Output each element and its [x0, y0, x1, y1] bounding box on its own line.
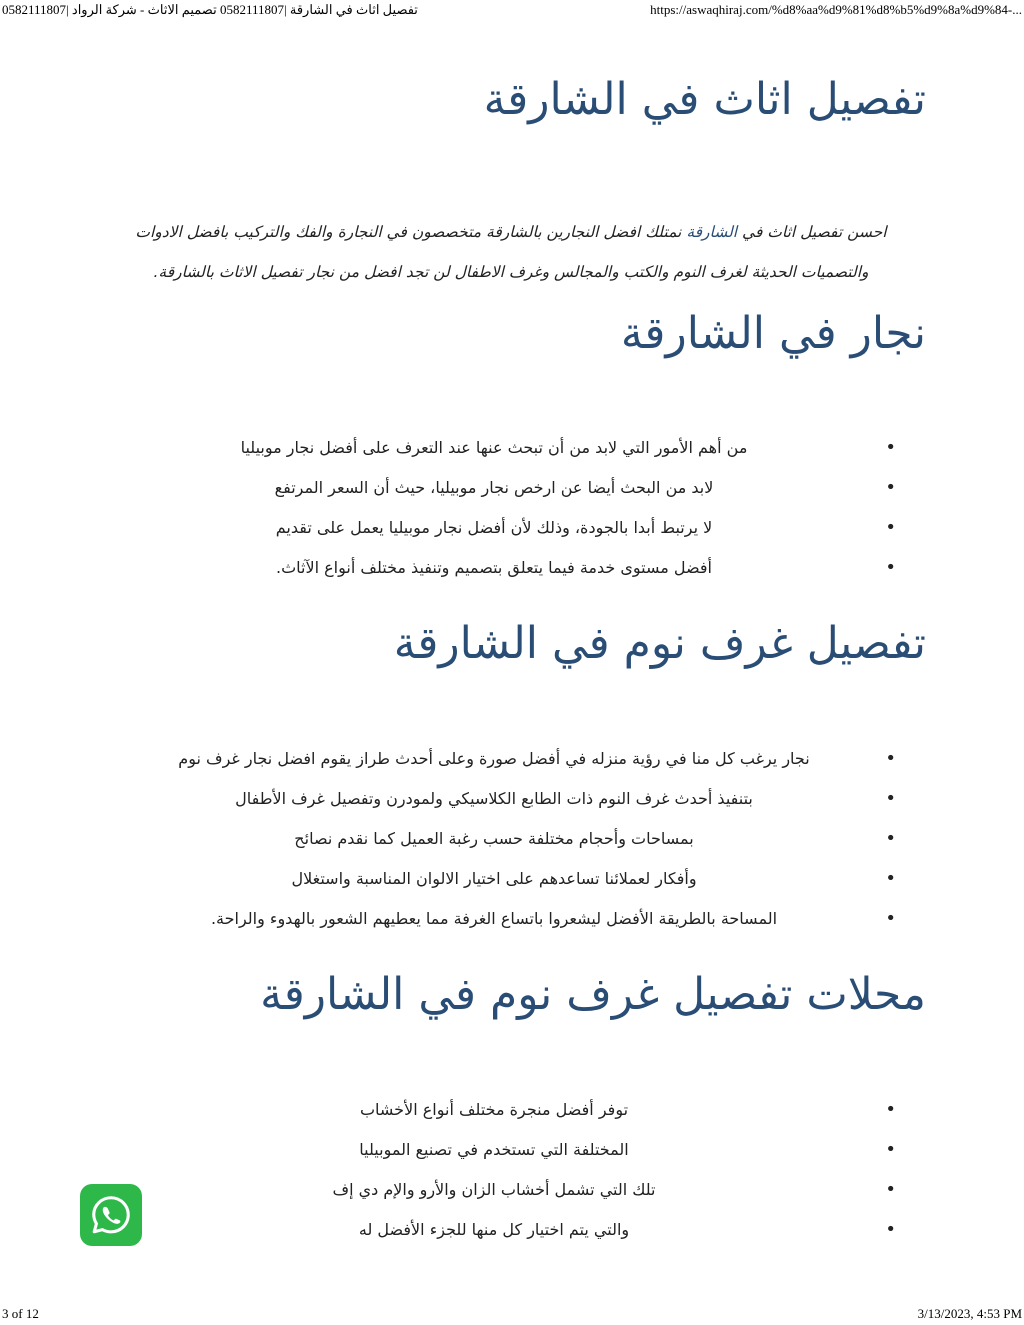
list-item: • نجار يرغب كل منا في رؤية منزله في أفضل صورة وعلى أحدث طراز يقوم افضل نجار غرف نوم — [0, 739, 1024, 779]
bullet: • — [885, 908, 896, 929]
bullet: • — [885, 557, 896, 578]
sharjah-link[interactable]: الشارقة — [686, 222, 738, 241]
bullet: • — [885, 1179, 896, 1200]
list-item: • أفضل مستوى خدمة فيما يتعلق بتصميم وتنفيذ مختلف أنواع الآثاث. — [0, 548, 1024, 588]
bullet: • — [885, 828, 896, 849]
list-item: • لابد من البحث أيضا عن ارخص نجار موبيليا، حيث أن السعر المرتفع — [0, 468, 1024, 508]
whatsapp-icon — [88, 1192, 134, 1238]
bullet: • — [885, 437, 896, 458]
shops-heading: محلات تفصيل غرف نوم في الشارقة — [260, 969, 926, 1020]
bullet: • — [885, 788, 896, 809]
bullet: • — [885, 1139, 896, 1160]
carpenter-heading: نجار في الشارقة — [620, 308, 926, 359]
list-item: • المساحة بالطريقة الأفضل ليشعروا باتساع الغرفة مما يعطيهم الشعور بالهدوء والراحة. — [0, 899, 1024, 939]
page-number: 3 of 12 — [2, 1306, 39, 1321]
print-header-title: تفصيل اثاث في الشارقة |0582111807 تصميم الاثاث - شركة الرواد |0582111807 — [2, 2, 418, 17]
intro-paragraph — [126, 212, 896, 292]
list-item: • من أهم الأمور التي لابد من أن تبحث عنها عند التعرف على أفضل نجار موبيليا — [0, 428, 1024, 468]
print-footer — [0, 1306, 1024, 1324]
bullet: • — [885, 868, 896, 889]
list-item: • بمساحات وأحجام مختلفة حسب رغبة العميل كما نقدم نصائح — [0, 819, 1024, 859]
list-item: • لا يرتبط أبدا بالجودة، وذلك لأن أفضل نجار موبيليا يعمل على تقديم — [0, 508, 1024, 548]
print-header — [0, 2, 1024, 20]
carpenter-list — [0, 428, 1024, 588]
list-item: • وأفكار لعملائنا تساعدهم على اختيار الالوان المناسبة واستغلال — [0, 859, 1024, 899]
bullet: • — [885, 748, 896, 769]
shops-list — [0, 1090, 1024, 1250]
whatsapp-button[interactable] — [80, 1184, 142, 1246]
list-item: • تلك التي تشمل أخشاب الزان والأرو والإم دي إف — [0, 1170, 1024, 1210]
list-item: • توفر أفضل منجرة مختلف أنواع الأخشاب — [0, 1090, 1024, 1130]
bullet: • — [885, 1219, 896, 1240]
print-header-url: https://aswaqhiraj.com/%d8%aa%d9%81%d8%b5%d9%8a%d9%84-... — [650, 2, 1022, 17]
print-datetime: 3/13/2023, 4:53 PM — [917, 1306, 1022, 1321]
intro-text-start: احسن تفصيل اثاث في — [737, 222, 887, 241]
bullet: • — [885, 517, 896, 538]
bedrooms-list — [0, 739, 1024, 939]
bedrooms-heading: تفصيل غرف نوم في الشارقة — [393, 618, 926, 669]
intro-text-end: نمتلك افضل النجارين بالشارقة متخصصون في النجارة والفك والتركيب بافضل الادوات والتصميات الحديثة لغرف النوم والكتب والمجالس وغرف الاطفال لن تجد افضل من نجار تفصيل الاثاث بالشارقة. — [135, 222, 869, 281]
list-item: • المختلفة التي تستخدم في تصنيع الموبيليا — [0, 1130, 1024, 1170]
list-item: • والتي يتم اختيار كل منها للجزء الأفضل له — [0, 1210, 1024, 1250]
list-item: • بتنفيذ أحدث غرف النوم ذات الطابع الكلاسيكي ولمودرن وتفصيل غرف الأطفال — [0, 779, 1024, 819]
bullet: • — [885, 477, 896, 498]
bullet: • — [885, 1099, 896, 1120]
page-title: تفصيل اثاث في الشارقة — [483, 74, 926, 125]
